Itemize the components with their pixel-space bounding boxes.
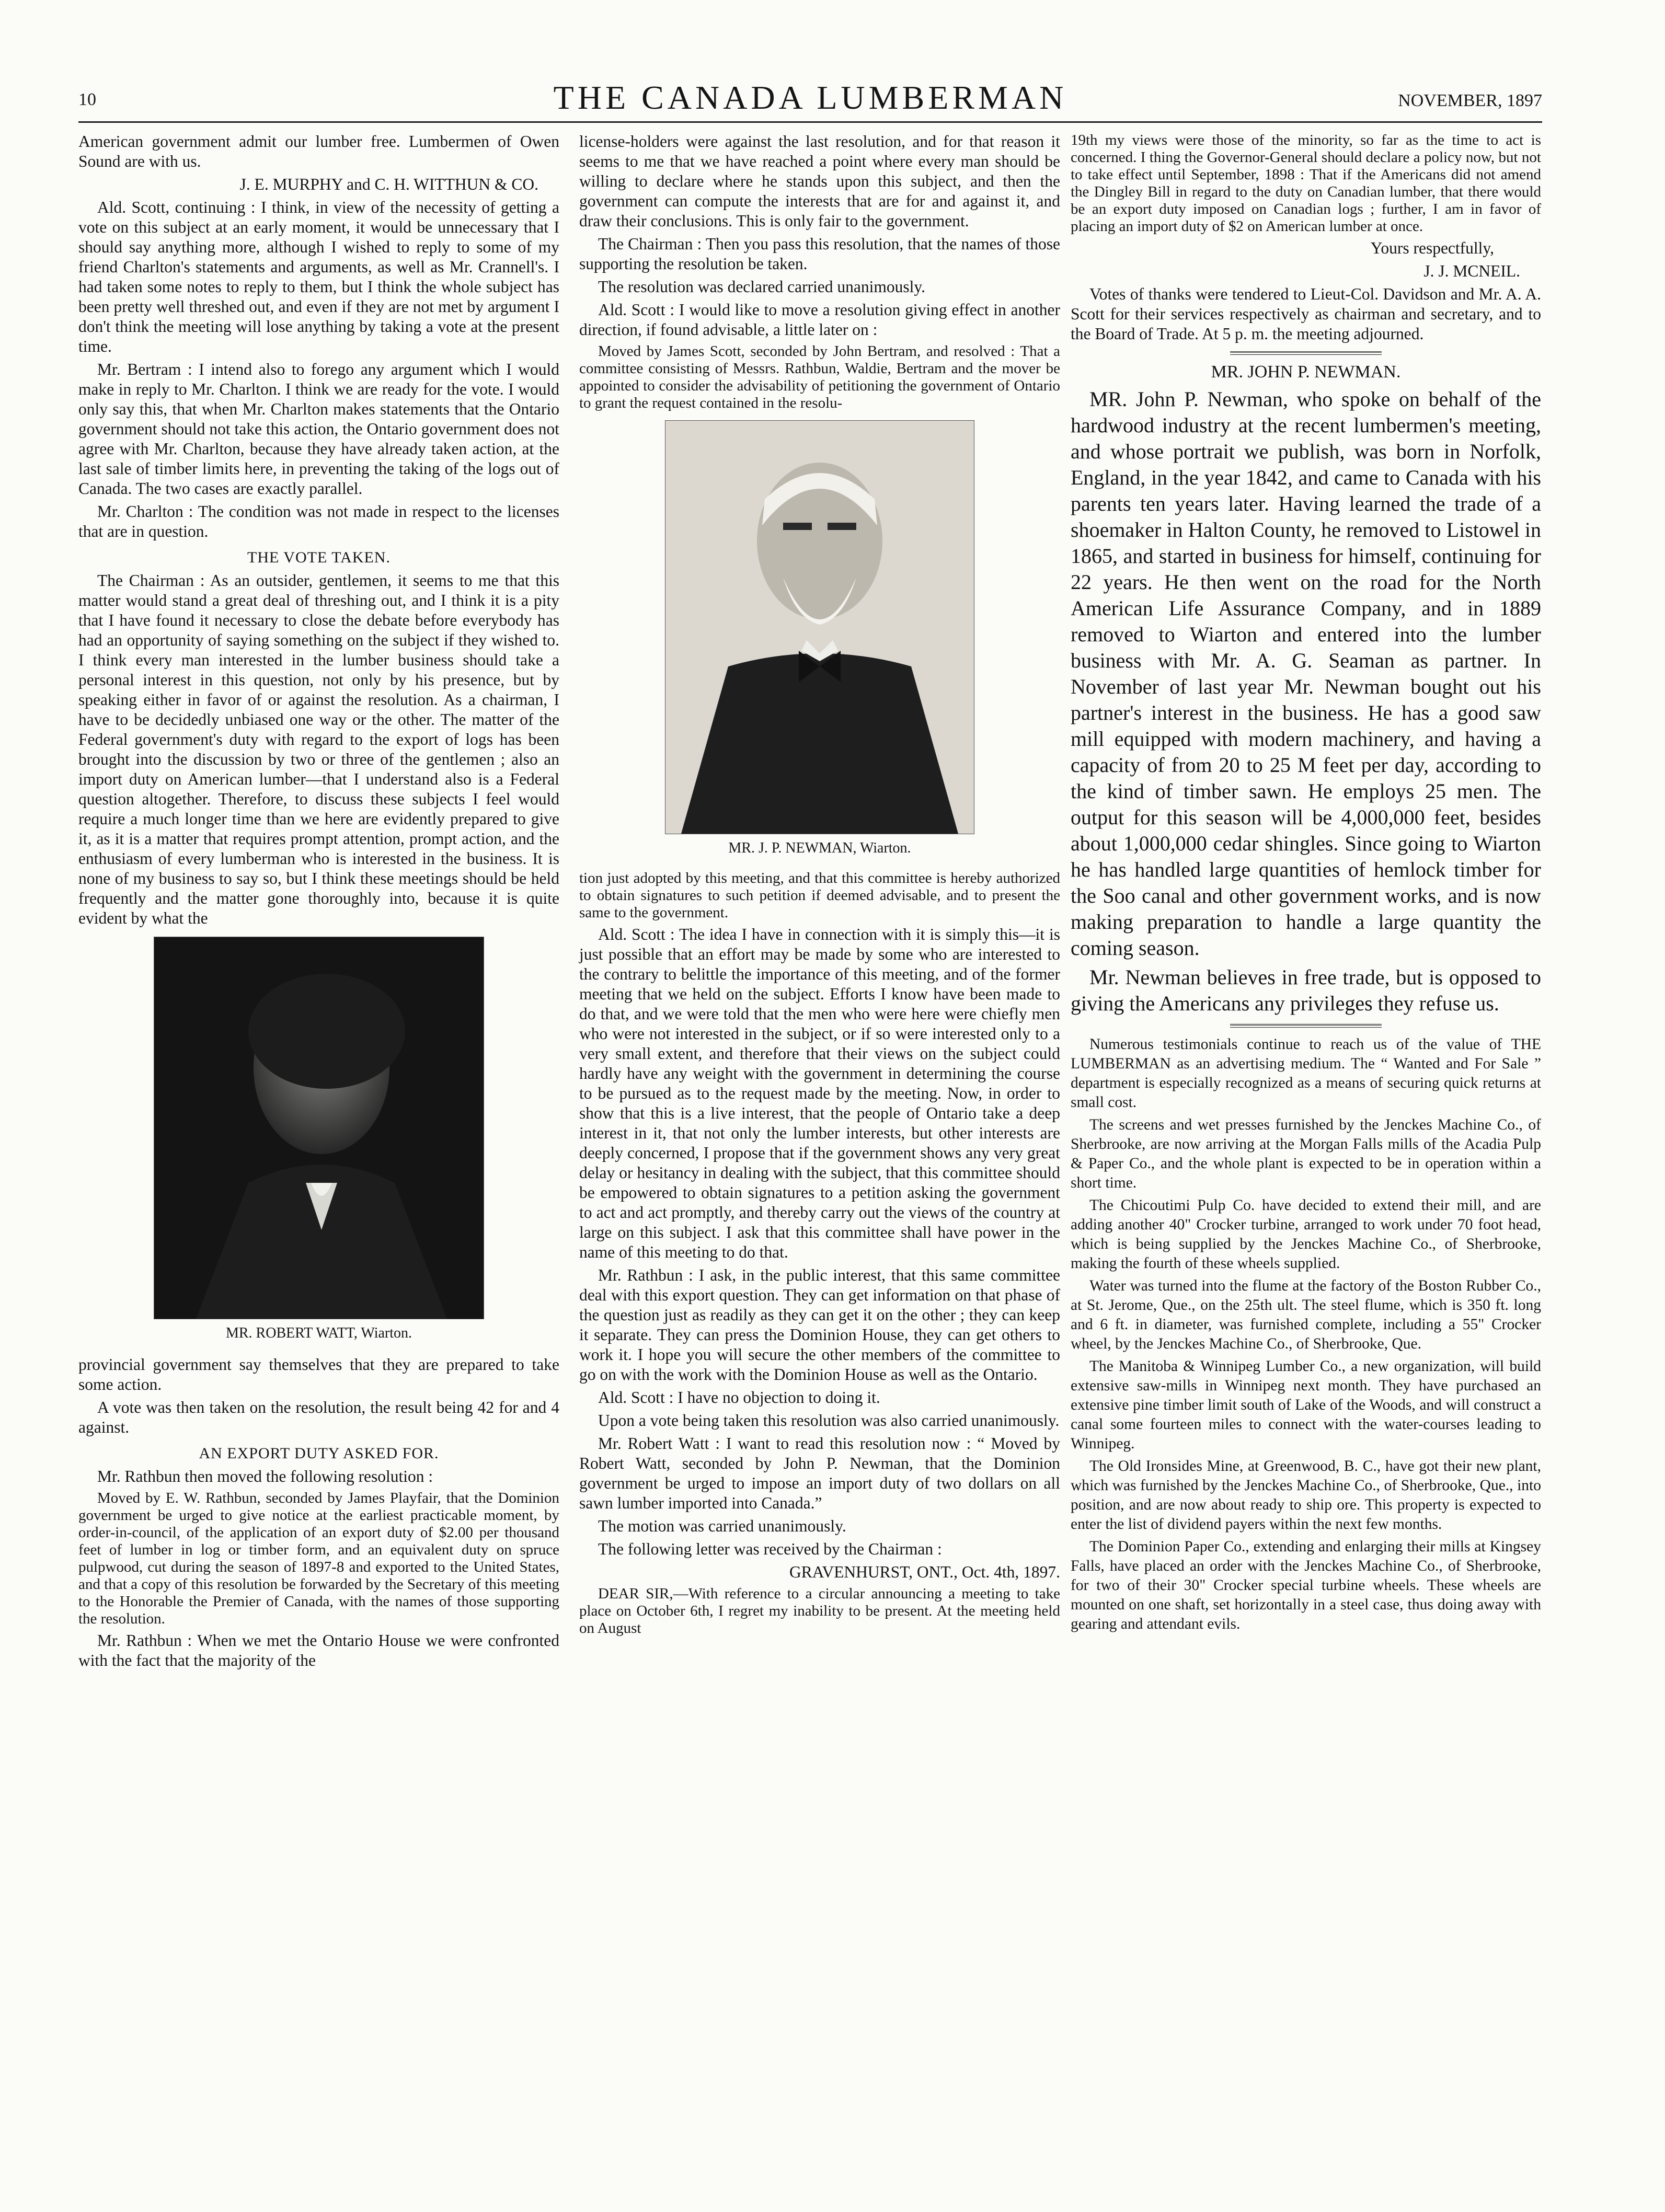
column-left bbox=[78, 132, 559, 1674]
paragraph: The following letter was received by the Chairman : bbox=[598, 1540, 942, 1558]
paragraph: Mr. Robert Watt : I want to read this resolution now : “ Moved by Robert Watt, seconded by John P. Newman, that the Dominion government be urged to impose an import duty of two dollars on all sawn lumber imported into Canada.” bbox=[579, 1434, 1060, 1512]
paragraph: The Old Ironsides Mine, at Greenwood, B. C., have got their new plant, which was furnished by the Jenckes Machine Co., of Sherbrooke, Que., into position, and are now about ready to ship ore. This property is expected to enter the list of dividend payers within the next few months. bbox=[1071, 1458, 1541, 1533]
paragraph: The Chairman : Then you pass this resolution, that the names of those supporting the resolution be taken. bbox=[579, 235, 1060, 273]
paragraph: Ald. Scott, continuing : I think, in view of the necessity of getting a vote on this subject at an early moment, it would be unnecessary that I should say anything more, although I wished to reply to some of my friend Charlton's statements and arguments, as well as Mr. Crannell's. I had taken some notes to reply to them, but I think the whole subject has been pretty well threshed out, and even if they are not met by argument I don't think the meeting will lose anything by taking a vote at the present time. bbox=[78, 198, 559, 355]
page-header bbox=[78, 78, 1542, 115]
paragraph: The Dominion Paper Co., extending and enlarging their mills at Kingsey Falls, have placed an order with the Jenckes Machine Co., of Sherbrooke, for two of their 30" Crocker special turbine wheels. These wheels are mounted on one shaft, set horizontally in a steel case, thus doing away with gearing and attendant evils. bbox=[1071, 1538, 1541, 1632]
resolution-text: Moved by E. W. Rathbun, seconded by James Playfair, that the Dominion government be urged to give notice at the earliest practicable moment, by order-in-council, of the application of an export duty of $2.00 per thousand feet of lumber in log or timber form, and an equivalent duty on spruce pulpwood, cut during the season of 1897-8 and exported to the United States, and that a copy of this resolution be forwarded by the Secretary of this meeting to the Honorable the Premier of Canada, with the names of those supporting the resolution. bbox=[78, 1490, 559, 1627]
paragraph: American government admit our lumber free. Lumbermen of Owen Sound are with us. bbox=[78, 132, 559, 170]
paragraph: The Chicoutimi Pulp Co. have decided to extend their mill, and are adding another 40" Crocker turbine, arranged to work under 70 foot head, which is being supplied by the Jenckes Machine Co., of Sherbrooke, making the fourth of these wheels supplied. bbox=[1071, 1197, 1541, 1272]
issue-date: NOVEMBER, 1897 bbox=[1398, 91, 1542, 110]
section-heading: AN EXPORT DUTY ASKED FOR. bbox=[199, 1445, 439, 1462]
paragraph: Ald. Scott : I would like to move a resolution giving effect in another direction, if found advisable, a little later on : bbox=[579, 301, 1060, 339]
paragraph: Mr. Newman believes in free trade, but is opposed to giving the Americans any privileges they refuse us. bbox=[1071, 965, 1541, 1015]
portrait-robert-watt bbox=[154, 937, 484, 1319]
section-divider bbox=[1230, 1024, 1382, 1028]
page-number: 10 bbox=[78, 90, 96, 109]
section-heading: THE VOTE TAKEN. bbox=[247, 549, 391, 566]
paragraph: Mr. Rathbun : I ask, in the public interest, that this same committee deal with this export question. They can get information on that phase of the question just as readily as they can get it on the other ; they can keep it separate. They can press the Dominion House, they can get others to work it. I hope you will secure the other members of the committee to go on with the work with the Dominion House as well as the Ontario. bbox=[579, 1266, 1060, 1384]
biography bbox=[1071, 386, 1541, 1017]
paragraph: The screens and wet presses furnished by the Jenckes Machine Co., of Sherbrooke, are now arriving at the Morgan Falls mills of the Acadia Pulp & Paper Co., and the whole plant is expected to be in operation within a short time. bbox=[1071, 1116, 1541, 1191]
letter-dateline: GRAVENHURST, ONT., Oct. 4th, 1897. bbox=[789, 1563, 1060, 1581]
resolution-text: tion just adopted by this meeting, and that this committee is hereby authorized to obtain signatures to such petition if deemed advisable, and to present the same to the government. bbox=[579, 870, 1060, 921]
paragraph: Mr. Rathbun then moved the following resolution : bbox=[97, 1467, 433, 1485]
column-right bbox=[1071, 132, 1541, 1637]
paragraph: Mr. Charlton : The condition was not made in respect to the licenses that are in question. bbox=[78, 502, 559, 540]
paragraph: Ald. Scott : I have no objection to doing it. bbox=[598, 1388, 880, 1407]
portrait-newman bbox=[665, 420, 974, 834]
paragraph: The Manitoba & Winnipeg Lumber Co., a new organization, will build extensive saw-mills in Winnipeg next month. They have purchased an extensive pine timber limit south of Lake of the Woods, and will construct a canal some fourteen miles to connect with the water-courses leading to Winnipeg. bbox=[1071, 1358, 1541, 1452]
paragraph: The resolution was declared carried unanimously. bbox=[598, 278, 925, 296]
photo-caption: MR. ROBERT WATT, Wiarton. bbox=[225, 1325, 412, 1341]
news-notes bbox=[1071, 1035, 1541, 1634]
resolution-text: Moved by James Scott, seconded by John Bertram, and resolved : That a committee consisting of Messrs. Rathbun, Waldie, Bertram and the mover be appointed to consider the advisability of petitioning the government of Ontario to grant the request contained in the resolu- bbox=[579, 343, 1060, 411]
letter-closing: Yours respectfully, bbox=[1370, 239, 1494, 257]
paragraph: MR. John P. Newman, who spoke on behalf of the hardwood industry at the recent lumbermen's meeting, and whose portrait we publish, was born in Norfolk, England, in the year 1842, and came to Canada with his parents ten years later. Having learned the trade of a shoemaker in Halton County, he removed to Listowel in 1865, and started in business for himself, continuing for 22 years. He then went on the road for the North American Life Assurance Company, and in 1889 removed to Wiarton and entered into the lumber business with Mr. A. G. Seaman as partner. In November of last year Mr. Newman bought out his partner's interest in the business. He has a good saw mill equipped with modern machinery, and having a capacity of from 20 to 25 M feet per day, according to the kind of timber sawn. He employs 25 men. The output for this season will be 4,000,000 feet, besides about 1,000,000 cedar shingles. Since going to Wiarton he has handled large quantities of hemlock timber for the Soo canal and other government works, and is now making preparation to handle a large quantity the coming season. bbox=[1071, 387, 1541, 960]
paragraph: Mr. Rathbun : When we met the Ontario House we were confronted with the fact that the majority of the bbox=[78, 1631, 559, 1669]
paragraph: Votes of thanks were tendered to Lieut-Col. Davidson and Mr. A. A. Scott for their services respectively as chairman and secretary, and to the Board of Trade. At 5 p. m. the meeting adjourned. bbox=[1071, 285, 1541, 343]
portrait-image bbox=[665, 421, 974, 834]
paragraph: provincial government say themselves that they are prepared to take some action. bbox=[78, 1355, 559, 1393]
masthead-title: THE CANADA LUMBERMAN bbox=[553, 79, 1067, 116]
paragraph: Upon a vote being taken this resolution was also carried unanimously. bbox=[598, 1411, 1060, 1430]
paragraph: The motion was carried unanimously. bbox=[598, 1517, 846, 1535]
signature: J. E. MURPHY and C. H. WITTHUN & CO. bbox=[239, 175, 538, 193]
paragraph: Numerous testimonials continue to reach us of the value of THE LUMBERMAN as an advertising medium. The “ Wanted and For Sale ” department is especially recognized as a means of securing quick returns at small cost. bbox=[1071, 1036, 1541, 1111]
article-heading: MR. JOHN P. NEWMAN. bbox=[1211, 362, 1401, 382]
letter-text: 19th my views were those of the minority, so far as the time to act is concerned. I thing the Governor-General should declare a policy now, but not to take effect until September, 1898 : That if the Americans did not amend the Dingley Bill in regard to the duty on Canadian lumber, that there would be an export duty imposed on Canadian logs ; further, I am in favor of placing an import duty of $2 on American lumber at once. bbox=[1071, 132, 1541, 235]
letter-text: DEAR SIR,—With reference to a circular announcing a meeting to take place on October 6th, I regret my inability to be present. At the meeting held on August bbox=[579, 1585, 1060, 1637]
section-divider bbox=[1230, 351, 1382, 355]
photo-caption: MR. J. P. NEWMAN, Wiarton. bbox=[728, 840, 911, 856]
header-rule bbox=[78, 121, 1542, 123]
paragraph: Mr. Bertram : I intend also to forego any argument which I would make in reply to Mr. Charlton. I think we are ready for the vote. I would only say this, that when Mr. Charlton makes statements that the Ontario government should not take this action, the Ontario government does not agree with Mr. Charlton, because they have already taken action, at the last sale of timber limits here, in preventing the taking of the logs out of Canada. The two cases are exactly parallel. bbox=[78, 360, 559, 498]
paragraph: A vote was then taken on the resolution, the result being 42 for and 4 against. bbox=[78, 1398, 559, 1436]
paragraph: The Chairman : As an outsider, gentlemen, it seems to me that this matter would stand a great deal of threshing out, and I think it is a pity that I have found it necessary to close the debate before everybody has had an opportunity of saying something on the subject if they wished to. I think every man interested in the lumber business should take a personal interest in this question, not only by his presence, but by speaking either in favor of or against the resolution. As a chairman, I have to be decidedly unbiased one way or the other. The matter of the Federal government's duty with regard to the export of logs has been brought into the discussion by two or three of the gentlemen ; also an import duty on American lumber—that I understand also is a Federal question altogether. Therefore, to discuss these subjects I feel would require a much longer time than we here are evidently prepared to give it, as it is a matter that requires prompt attention, prompt action, and the enthusiasm of every lumberman who is interested in the business. It is none of my business to say so, but I think these meetings should be held frequently and the matter gone thoroughly into, because it is quite evident by what the bbox=[78, 571, 559, 927]
paragraph: Water was turned into the flume at the factory of the Boston Rubber Co., at St. Jerome, Que., on the 25th ult. The steel flume, which is 350 ft. long and 6 ft. in diameter, was furnished complete, including a 55" Crocker wheel, by the Jenckes Machine Co., of Sherbrooke, Que. bbox=[1071, 1277, 1541, 1352]
signature: J. J. MCNEIL. bbox=[1423, 262, 1520, 280]
column-middle bbox=[579, 132, 1060, 1640]
portrait-image bbox=[154, 937, 484, 1319]
paragraph: Ald. Scott : The idea I have in connection with it is simply this—it is just possible that an effort may be made by some who are interested to the contrary to belittle the importance of this meeting, and of the former meeting that we held on the subject. Efforts I know have been made to do that, and we were told that the men who were here were chiefly men who were not interested in the subject, or if so were interested only to a very small extent, and therefore that their views on the subject could hardly have any weight with the government in determining the course to be pursued as to the request made by the meeting. Now, in order to show that this is a live interest, that the people of Ontario take a deep interest in it, that not only the lumber interests, but other interests are deeply concerned, I propose that if the government shows any very great delay or hesitancy in dealing with the subject, that this committee should be empowered to obtain signatures to a petition asking the government to act and act promptly, and thereby carry out the views of the country at large on this subject. I ask that this committee shall have power in the name of this meeting to do that. bbox=[579, 925, 1060, 1261]
paragraph: license-holders were against the last resolution, and for that reason it seems to me that we have reached a point where every man should be willing to declare where he stands upon this subject, and then the government can compute the interests that are for and against it, and draw their conclusions. This is only fair to the government. bbox=[579, 132, 1060, 230]
